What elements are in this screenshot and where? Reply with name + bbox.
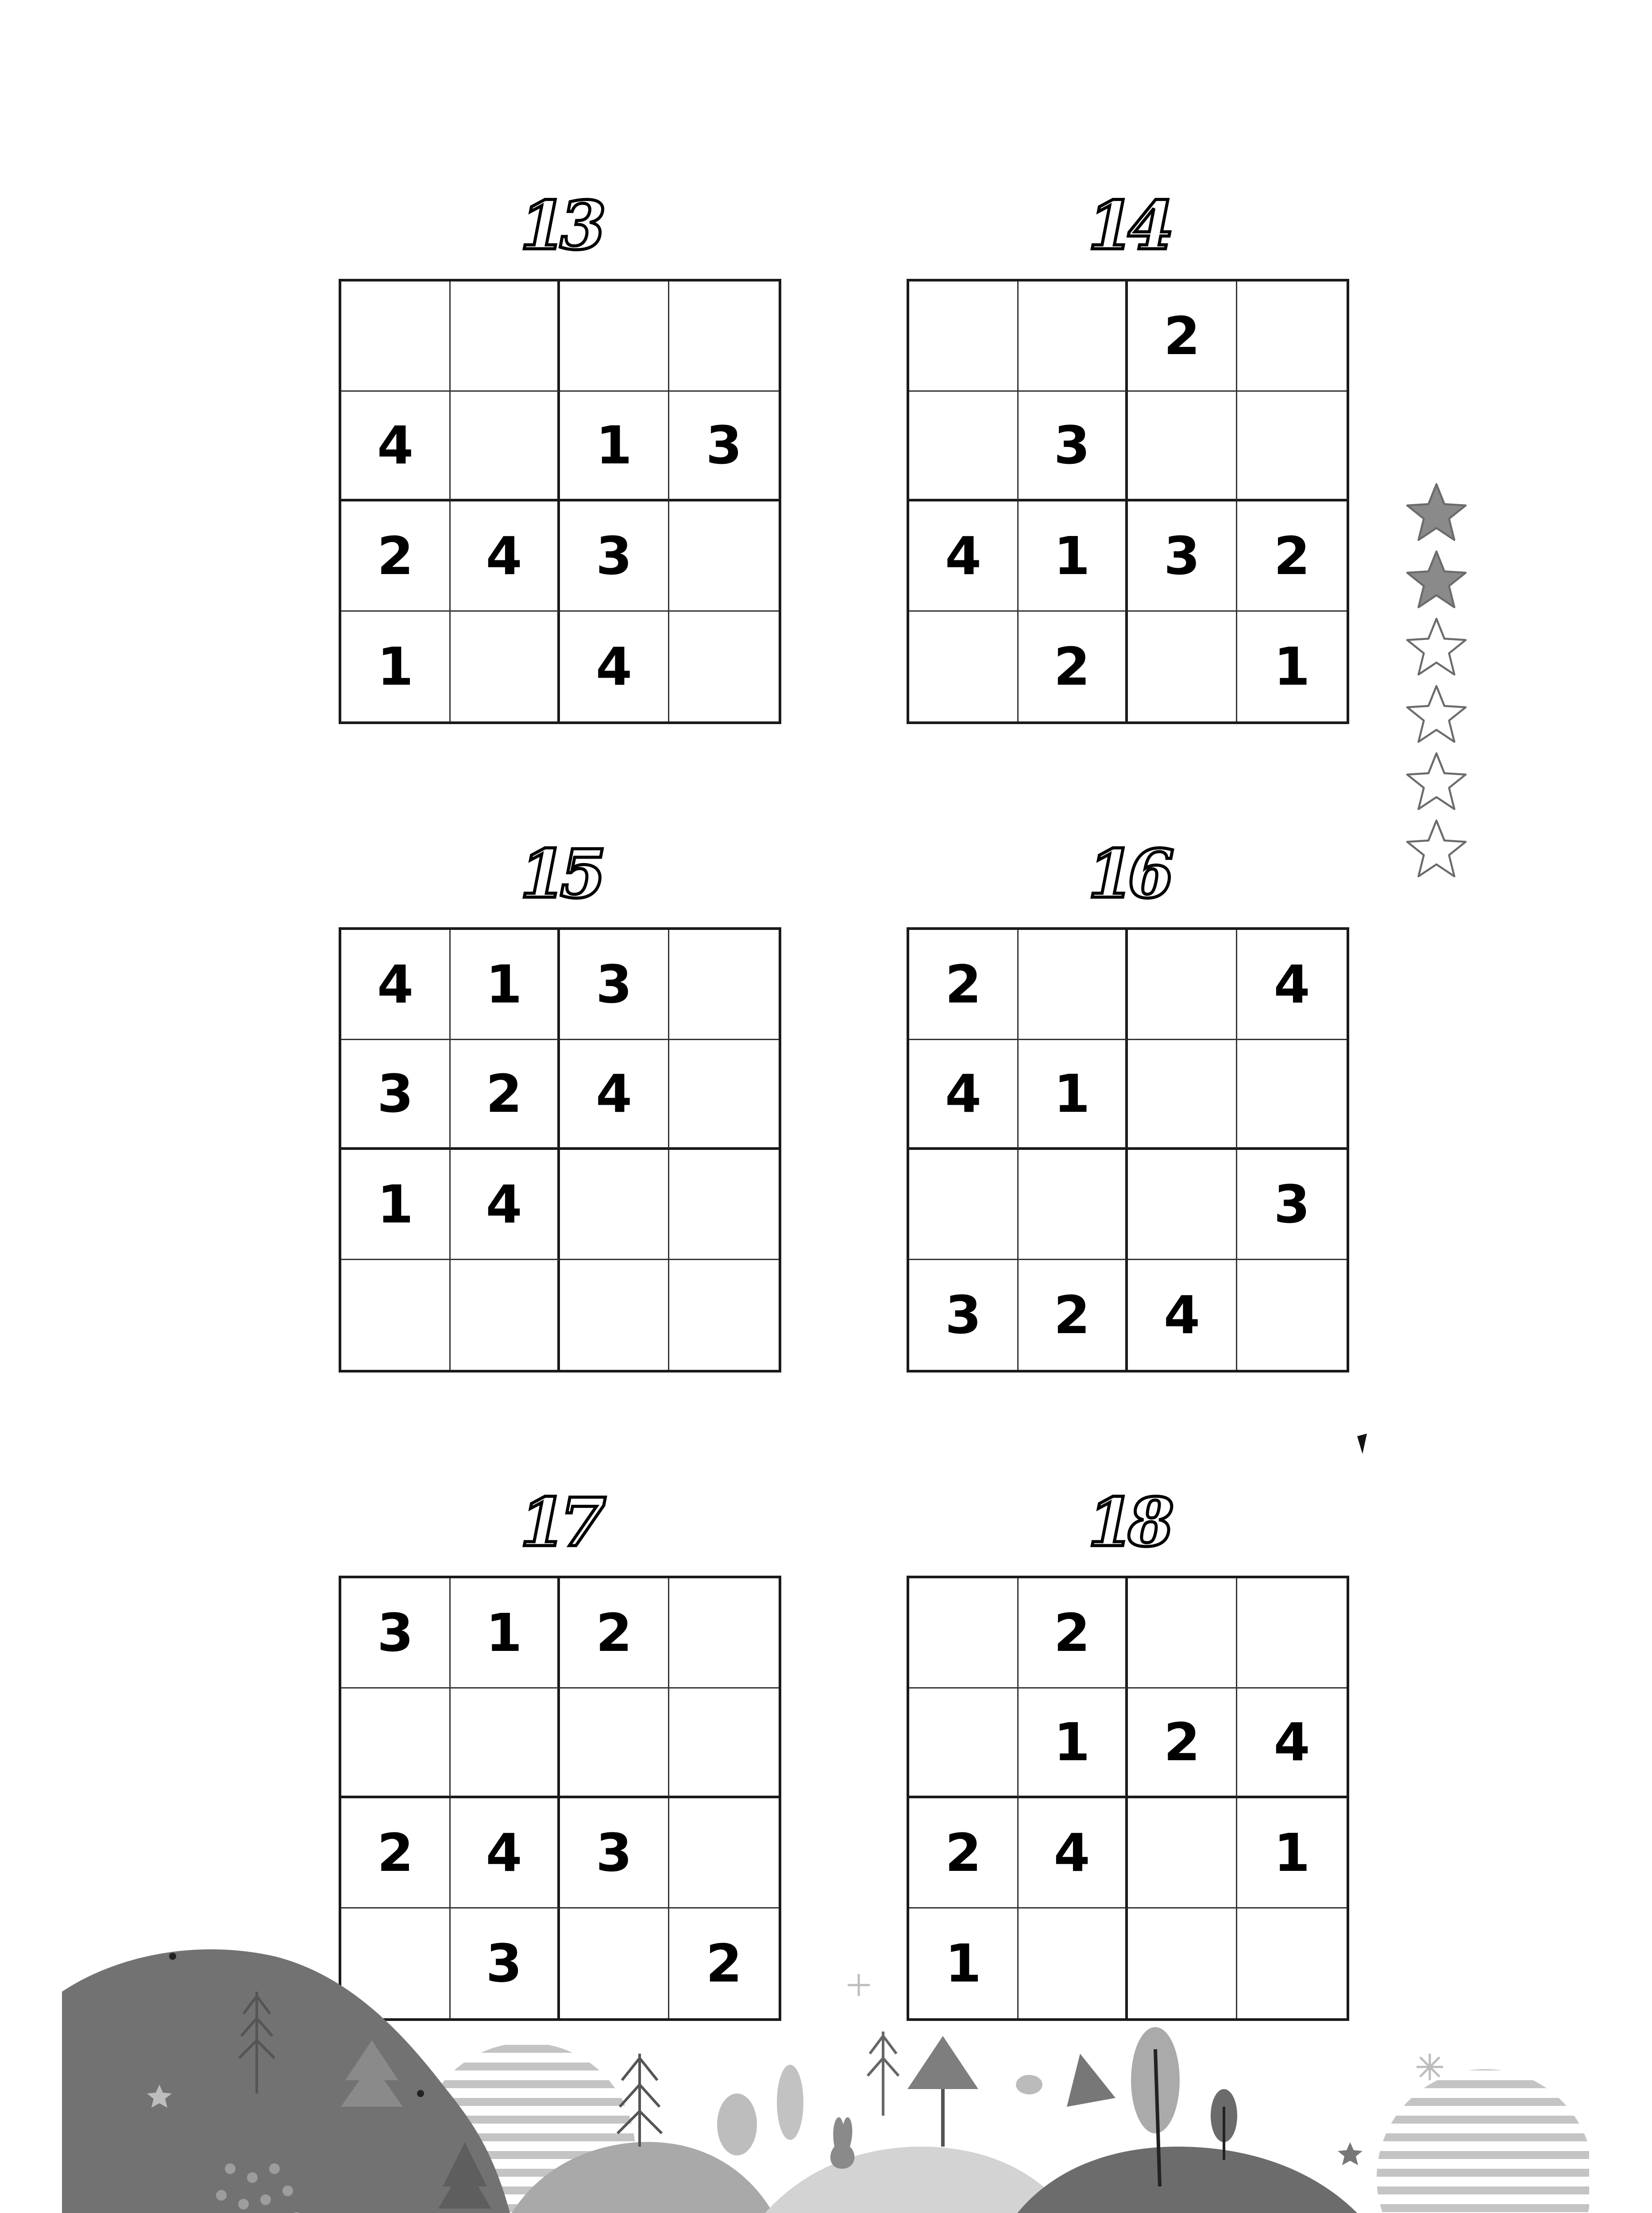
grid-cell: 4: [1237, 1689, 1347, 1799]
star-filled-icon: [1403, 480, 1470, 547]
tree-round: [717, 2093, 757, 2155]
grid-cell: [909, 281, 1019, 392]
puzzle-number: 15: [520, 835, 600, 913]
sudoku-grid: [339, 927, 781, 1373]
star-empty-icon: [1403, 749, 1470, 816]
grid-cell: [560, 1260, 669, 1370]
grid-cell: 1: [451, 1578, 560, 1689]
grid-cell: [341, 1260, 451, 1370]
grid-cell: 3: [560, 1798, 669, 1908]
grid-cell: [560, 1150, 669, 1260]
grid-cell: 2: [1237, 501, 1347, 612]
grid-cell: 4: [451, 501, 560, 612]
grid-cell: [1019, 930, 1128, 1040]
star-filled-icon: [1403, 547, 1470, 614]
tree-fir-center: [907, 2036, 978, 2089]
grid-cell: [1128, 1578, 1237, 1689]
grid-cell: 1: [1019, 1040, 1128, 1150]
grid-cell: 1: [341, 612, 451, 722]
grid-cell: [669, 1689, 779, 1799]
grid-cell: 1: [1274, 636, 1310, 697]
grid-cell: [1237, 1040, 1347, 1150]
grid-cell: [909, 1578, 1019, 1689]
bunny-illustration: [830, 2117, 855, 2169]
grid-cell: 3: [1019, 392, 1128, 502]
grid-cell: 1: [1019, 1689, 1128, 1799]
grid-cell: [1128, 1040, 1237, 1150]
striped-hill-right: [1377, 2069, 1589, 2213]
grid-cell: 4: [560, 1040, 669, 1150]
grid-cell: [560, 281, 669, 392]
star-empty-icon: [1403, 615, 1470, 681]
grid-cell: 3: [341, 1040, 451, 1150]
grid-cell: 2: [909, 1798, 1019, 1908]
star-empty-icon: [1403, 817, 1470, 883]
grid-cell: 2: [1128, 1689, 1237, 1799]
grid-cell: 3: [669, 392, 779, 502]
sudoku-grid: [907, 279, 1349, 724]
grid-cell: 3: [560, 930, 669, 1040]
grid-cell: 4: [909, 1040, 1019, 1150]
ink-mark: [1354, 1432, 1371, 1458]
grid-cell: 2: [1019, 612, 1128, 722]
grid-cell: [669, 1260, 779, 1370]
grid-cell: [909, 1689, 1019, 1799]
grid-cell: 2: [909, 930, 1019, 1040]
difficulty-rating: [1403, 480, 1474, 884]
grid-cell: 1: [341, 1150, 451, 1260]
grid-cell: 3: [909, 1260, 1019, 1370]
grid-cell: [1128, 392, 1237, 502]
grid-cell: 1: [909, 1908, 1019, 2019]
grid-cell: 3: [1237, 1150, 1347, 1260]
grid-cell: [909, 392, 1019, 502]
grid-cell: [560, 1689, 669, 1799]
grid-cell: [451, 281, 560, 392]
grid-cell: 2: [341, 501, 451, 612]
forest-scenery-illustration: [62, 1939, 1589, 2213]
grid-cell: [909, 1150, 1019, 1260]
bee-illustration: [1016, 2075, 1042, 2094]
tree-tall: [777, 2065, 803, 2140]
grid-cell: [1128, 930, 1237, 1040]
sudoku-grid: [907, 927, 1349, 1373]
grid-cell: [1237, 1578, 1347, 1689]
star-empty-icon: [1403, 682, 1470, 748]
grid-cell: 2: [706, 1932, 742, 1994]
grid-cell: [669, 1150, 779, 1260]
grid-cell: 2: [1019, 1260, 1128, 1370]
grid-cell: [1237, 1260, 1347, 1370]
grid-cell: 3: [341, 1578, 451, 1689]
grid-cell: 1: [1019, 501, 1128, 612]
tree-leaning: [1067, 2054, 1115, 2107]
grid-cell: [669, 1798, 779, 1908]
grid-cell: [669, 501, 779, 612]
grid-cell: [669, 1040, 779, 1150]
puzzle-number: 18: [1088, 1484, 1168, 1561]
grid-cell: 2: [560, 1578, 669, 1689]
puzzle-number: 16: [1088, 835, 1168, 913]
grid-cell: [1019, 1150, 1128, 1260]
grid-cell: [451, 612, 560, 722]
puzzle-number: 14: [1088, 187, 1168, 265]
grid-cell: 3: [560, 501, 669, 612]
grid-cell: 4: [451, 1150, 560, 1260]
hill-dark-right: [978, 2147, 1408, 2213]
sudoku-grid: [339, 279, 781, 724]
grid-cell: 2: [341, 1798, 451, 1908]
tree-pine-center: [868, 2032, 899, 2116]
grid-cell: [669, 612, 779, 722]
grid-cell: [1128, 1798, 1237, 1908]
grid-cell: [1128, 612, 1237, 722]
grid-cell: [1128, 1150, 1237, 1260]
grid-cell: [669, 930, 779, 1040]
grid-cell: 4: [1128, 1260, 1237, 1370]
grid-cell: [1237, 281, 1347, 392]
grid-cell: 3: [1128, 501, 1237, 612]
grid-cell: [1019, 281, 1128, 392]
grid-cell: [341, 281, 451, 392]
grid-cell: [1237, 392, 1347, 502]
grid-cell: 4: [1019, 1798, 1128, 1908]
puzzle-number: 17: [520, 1484, 600, 1561]
grid-cell: 4: [560, 612, 669, 722]
grid-cell: 4: [451, 1798, 560, 1908]
grid-cell: 2: [451, 1040, 560, 1150]
grid-cell: [451, 392, 560, 502]
grid-cell: 1: [451, 930, 560, 1040]
grid-cell: 3: [451, 1908, 560, 2019]
grid-cell: [909, 612, 1019, 722]
grid-cell: 4: [341, 930, 451, 1040]
grid-cell: [451, 1260, 560, 1370]
puzzle-number: 13: [520, 187, 600, 265]
grid-cell: 4: [909, 501, 1019, 612]
grid-cell: [341, 1689, 451, 1799]
grid-cell: 2: [1019, 1578, 1128, 1689]
grid-cell: 4: [1237, 930, 1347, 1040]
grid-cell: [451, 1689, 560, 1799]
grid-cell: 4: [341, 392, 451, 502]
grid-cell: [669, 1578, 779, 1689]
grid-cell: [669, 281, 779, 392]
grid-cell: 2: [1128, 281, 1237, 392]
grid-cell: 1: [560, 392, 669, 502]
grid-cell: 1: [1237, 1798, 1347, 1908]
